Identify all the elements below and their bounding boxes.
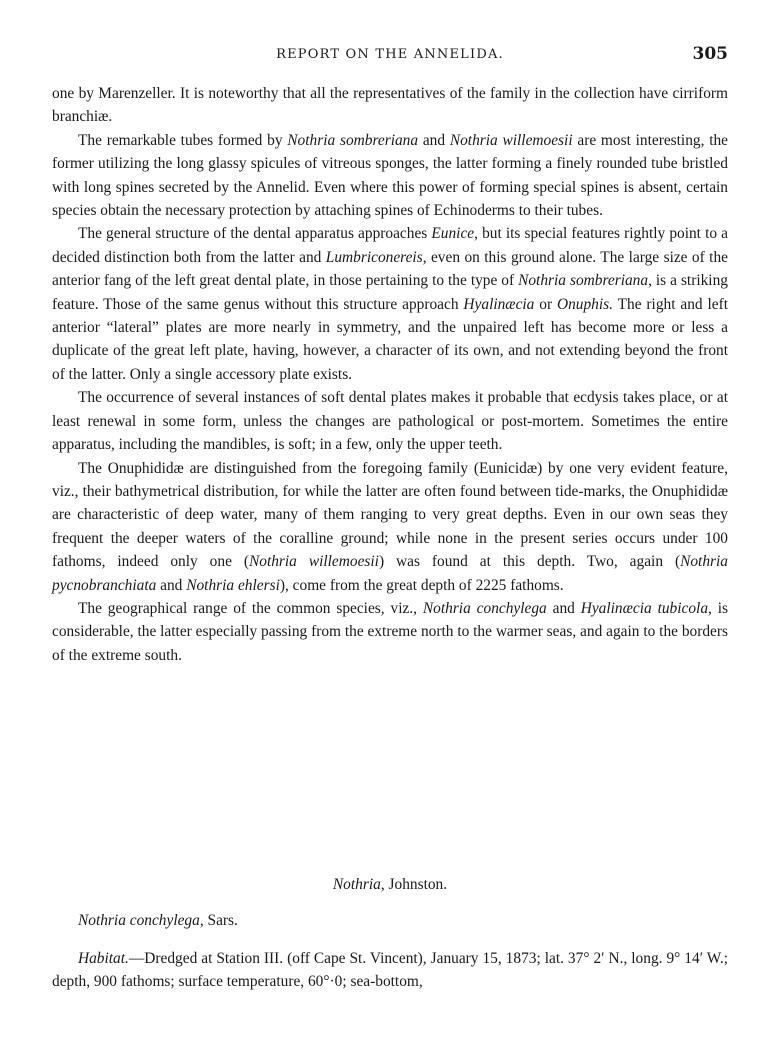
italic-term: Nothria willemoesii bbox=[449, 131, 573, 149]
text-run: The remarkable tubes formed by bbox=[78, 131, 288, 149]
text-run: are most interesting, the former utilizing the long glassy spicules of vitreous sponges, the latter forming a finely rounded tube bristled with long spines secreted by the Annelid. Even where this power of forming special spines is absent, certain species obtain the necessary protection by attaching spines of Echinoderms to their tubes. bbox=[52, 131, 729, 220]
text-run: The Onuphididæ are distinguished from the foregoing family (Eunicidæ) by one very evident feature, viz., their bathymetrical distribution, for while the latter are often found between tide-marks, the Onuphididæ are characteristic of deep water, many of them ranging to very great depths. Even in our own seas they frequent the deeper waters of the coralline ground; while none in the present series occurs under 100 fathoms, indeed only one ( bbox=[52, 459, 728, 571]
text-run: The general structure of the dental apparatus approaches bbox=[78, 225, 432, 243]
habitat-label: Habitat. bbox=[78, 950, 129, 967]
paragraph bbox=[52, 129, 728, 223]
paragraph bbox=[52, 82, 728, 129]
running-title: REPORT ON THE ANNELIDA. bbox=[276, 47, 504, 62]
italic-term: Nothria willemoesii bbox=[248, 553, 379, 571]
italic-term: Nothria sombreriana bbox=[518, 272, 649, 290]
italic-term: Nothria ehlersi bbox=[186, 576, 280, 594]
genus-authority: , Johnston. bbox=[380, 876, 448, 893]
text-run: and bbox=[546, 599, 581, 617]
page-number: 305 bbox=[692, 44, 728, 64]
paragraph bbox=[52, 597, 728, 667]
text-run: The occurrence of several instances of soft dental plates makes it probable that ecdysis takes place, or at least renewal in some form, unless the changes are pathological or post-mortem. Sometimes the entire apparatus, including the mandibles, is soft; in a few, only the upper teeth. bbox=[52, 389, 728, 454]
text-run: and bbox=[156, 576, 187, 594]
species-heading bbox=[78, 912, 238, 930]
text-run: , is a striking feature. Those of the same genus without this structure approach bbox=[52, 272, 728, 313]
text-run: , is considerable, the latter especially passing from the extreme north to the warmer seas, and again to the borders of the extreme south. bbox=[52, 599, 729, 664]
genus-name: Nothria bbox=[332, 876, 381, 893]
text-run: ), come from the great depth of 2225 fathoms. bbox=[279, 576, 564, 594]
paragraph bbox=[52, 222, 728, 386]
italic-term: Onuphis. bbox=[556, 295, 613, 313]
habitat-paragraph bbox=[52, 947, 728, 994]
paragraph bbox=[52, 457, 728, 597]
italic-term: Eunice bbox=[431, 225, 475, 243]
text-run: The right and left anterior “lateral” plates are more nearly in symmetry, and the unpaired left has become more or less a duplicate of the great left plate, having, however, a character of its own, and not extending beyond the front of the latter. Only a single accessory plate exists. bbox=[52, 295, 728, 383]
text-run: or bbox=[534, 295, 557, 313]
genus-heading bbox=[52, 876, 728, 894]
text-run: , even on this ground alone. The large size of the anterior fang of the left great dental plate, in those pertaining to the type of bbox=[52, 248, 728, 290]
text-run: one by Marenzeller. It is noteworthy that all the representatives of the family in the collection have cirriform branchiæ. bbox=[52, 85, 728, 126]
body-text bbox=[52, 82, 728, 667]
running-header bbox=[52, 44, 728, 66]
species-authority: , Sars. bbox=[199, 912, 238, 929]
italic-term: Nothria sombreriana bbox=[287, 131, 419, 149]
habitat-text: —Dredged at Station III. (off Cape St. Vincent), January 15, 1873; lat. 37° 2′ N., long. 9° 14′ W.; depth, 900 fathoms; surface temperature, 60°·0; sea-bottom, bbox=[52, 950, 728, 991]
italic-term: Hyalinæcia tubicola bbox=[580, 599, 709, 617]
italic-term: Nothria conchylega bbox=[422, 599, 547, 617]
text-run: , but its special features rightly point to a decided distinction both from the latter and bbox=[52, 225, 728, 266]
italic-term: Nothria pycnobranchiata bbox=[52, 553, 728, 594]
text-run: ) was found at this depth. Two, again ( bbox=[378, 553, 681, 571]
italic-term: Hyalinæcia bbox=[463, 295, 535, 313]
text-run: The geographical range of the common species, viz., bbox=[78, 599, 423, 617]
text-run: and bbox=[418, 131, 450, 149]
paragraph bbox=[52, 386, 728, 456]
italic-term: Lumbriconereis bbox=[325, 248, 423, 266]
species-name: Nothria conchylega bbox=[78, 912, 200, 929]
